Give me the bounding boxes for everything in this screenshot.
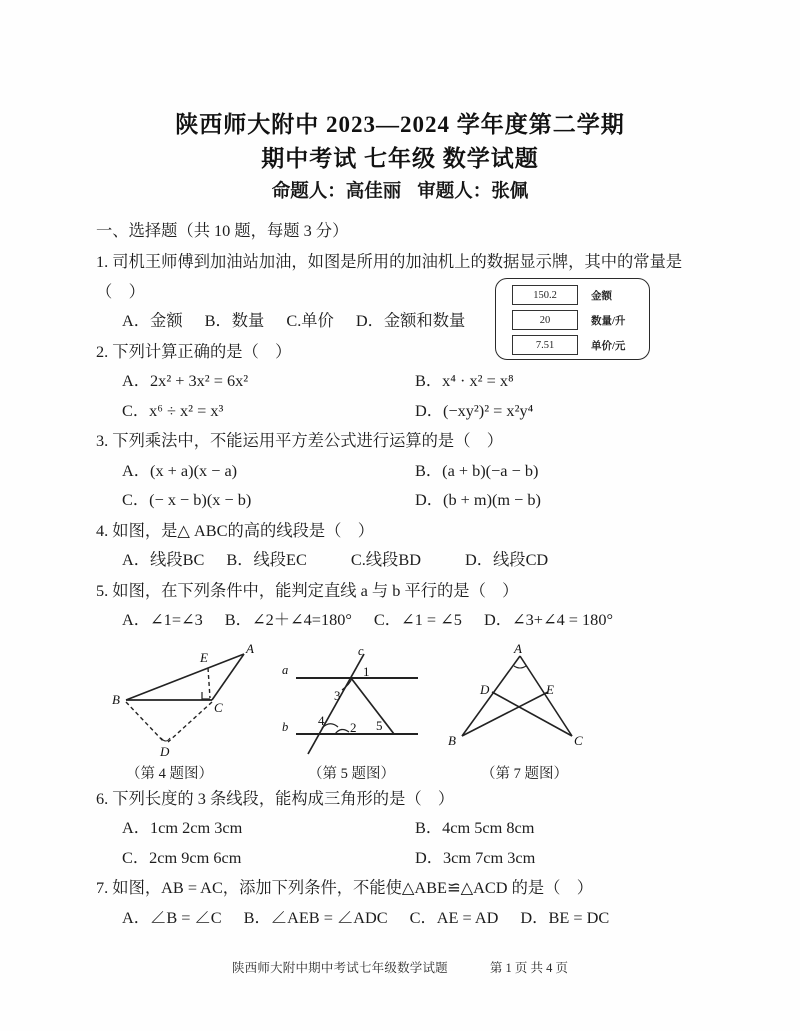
question-4-number: 4. <box>96 520 109 540</box>
question-7-text: 如图，AB = AC，添加下列条件，不能使△ABE≌△ACD 的是（ ） <box>112 878 593 897</box>
question-5-option-a[interactable]: A．∠1=∠3 <box>122 610 203 629</box>
pump-row-quantity <box>496 308 649 332</box>
question-3-stem <box>96 426 708 456</box>
question-7-options <box>96 903 708 933</box>
figure-5-label-angle-1: 1 <box>363 664 370 679</box>
figure-7-svg <box>444 642 604 760</box>
figure-5-label-angle-3: 3 <box>334 688 341 703</box>
question-1-text: 司机王师傅到加油站加油，如图是所用的加油机上的数据显示牌，其中的常量是（ ） <box>96 252 683 301</box>
question-4 <box>96 516 708 575</box>
pump-row-amount <box>496 283 649 307</box>
question-6-text: 下列长度的 3 条线段，能构成三角形的是（ ） <box>112 788 455 808</box>
question-7-number: 7. <box>96 878 109 897</box>
figure-5-label-angle-2: 2 <box>350 720 357 735</box>
question-5-option-d[interactable]: D．∠3+∠4 = 180° <box>483 610 613 629</box>
figure-4-label-A: A <box>246 642 254 656</box>
question-6-option-b[interactable]: B．4cm 5cm 8cm <box>415 818 535 837</box>
exam-title-line-2: 期中考试 七年级 数学试题 <box>261 146 539 171</box>
question-6-options-row-1 <box>96 813 708 843</box>
exam-authors <box>0 176 800 208</box>
question-7-option-d[interactable]: D．BE = DC <box>520 907 610 927</box>
question-7-option-b[interactable]: B．∠AEB = ∠ADC <box>243 907 388 927</box>
pump-label-unitprice: 单价/元 <box>591 340 626 352</box>
question-4-text: 如图，是△ ABC的高的线段是（ ） <box>112 520 375 540</box>
question-2-option-b[interactable]: B．x⁴ · x² = x⁸ <box>415 371 514 390</box>
question-7-option-a[interactable]: A．∠B = ∠C <box>122 907 222 927</box>
question-6-number: 6. <box>96 788 109 808</box>
figure-5-label-angle-4: 4 <box>318 713 325 728</box>
question-3-option-a[interactable]: A．(x + a)(x − a) <box>122 460 238 480</box>
question-5-number: 5. <box>96 580 109 600</box>
pump-value-unitprice: 7.51 <box>512 335 578 355</box>
question-3 <box>96 426 708 515</box>
figure-question-5 <box>278 642 433 760</box>
question-2-options-row-1 <box>96 366 708 396</box>
question-6-stem <box>96 784 708 814</box>
question-4-option-c[interactable]: C.线段BD <box>350 550 421 569</box>
figure-question-7 <box>444 642 604 760</box>
question-7-option-c[interactable]: C．AE = AD <box>409 907 499 927</box>
section-heading-choice: 一、选择题（共 10 题，每题 3 分） <box>96 221 349 240</box>
figure-5-svg <box>278 642 433 760</box>
question-4-stem <box>96 516 708 546</box>
figure-7-label-A: A <box>514 642 522 656</box>
question-2-option-c[interactable]: C．x⁶ ÷ x² = x³ <box>122 400 224 420</box>
document-header <box>0 0 800 208</box>
figure-5-label-a: a <box>282 663 289 677</box>
exam-title-line-1: 陕西师大附中 2023—2024 学年度第二学期 <box>175 112 625 137</box>
figure-5-label-c: c <box>358 644 364 658</box>
question-5-text: 如图，在下列条件中，能判定直线 a 与 b 平行的是（ ） <box>112 580 519 600</box>
page-footer <box>0 958 800 976</box>
question-5-option-b[interactable]: B．∠2＋∠4=180° <box>224 610 352 629</box>
figure-7-label-E: E <box>546 682 554 697</box>
figure-4-label-C: C <box>214 700 223 715</box>
question-3-number: 3. <box>96 431 109 450</box>
question-1-option-d[interactable]: D．金额和数量 <box>355 311 466 330</box>
author-label: 命题人：高佳丽 <box>271 182 402 202</box>
question-1-option-b[interactable]: B．数量 <box>204 311 265 330</box>
exam-body <box>0 208 800 932</box>
figure-4-svg <box>104 642 264 760</box>
question-1-number: 1. <box>96 252 109 271</box>
figure-caption-7: （第 7 题图） <box>481 766 568 782</box>
figure-4-label-B: B <box>112 692 120 707</box>
question-5-stem <box>96 576 708 606</box>
question-3-option-d[interactable]: D．(b + m)(m − b) <box>415 490 541 509</box>
question-2-number: 2. <box>96 341 109 361</box>
question-6-options-row-2 <box>96 843 708 873</box>
pump-value-quantity: 20 <box>512 310 578 330</box>
question-6-option-a[interactable]: A．1cm 2cm 3cm <box>122 818 243 837</box>
figure-7-label-C: C <box>574 733 583 748</box>
pump-row-unitprice <box>496 333 649 357</box>
question-2-option-a[interactable]: A．2x² + 3x² = 6x² <box>122 371 249 390</box>
figure-7-label-D: D <box>480 682 490 697</box>
question-1-option-a[interactable]: A．金额 <box>122 311 183 330</box>
question-3-options-row-2 <box>96 485 708 515</box>
question-7-stem <box>96 873 708 903</box>
footer-page-number: 第 1 页 共 4 页 <box>489 961 569 975</box>
question-5-option-c[interactable]: C．∠1 = ∠5 <box>373 610 462 629</box>
question-3-text: 下列乘法中，不能运用平方差公式进行运算的是（ ） <box>112 431 504 450</box>
question-5-options <box>96 605 708 635</box>
question-2-text: 下列计算正确的是（ ） <box>112 341 292 361</box>
question-3-option-c[interactable]: C．(− x − b)(x − b) <box>122 490 252 509</box>
question-7 <box>96 873 708 932</box>
question-4-option-b[interactable]: B．线段EC <box>226 550 307 569</box>
figure-4-label-D: D <box>160 744 170 759</box>
fuel-pump-display-figure <box>495 278 650 360</box>
question-2-option-d[interactable]: D．(−xy²)² = x²y⁴ <box>415 400 534 420</box>
figure-caption-4: （第 4 题图） <box>126 766 213 782</box>
figure-question-4 <box>104 642 264 760</box>
figure-caption-5: （第 5 题图） <box>308 766 395 782</box>
question-4-options <box>96 545 708 575</box>
question-6-option-c[interactable]: C．2cm 9cm 6cm <box>122 847 242 867</box>
question-5 <box>96 576 708 635</box>
pump-label-quantity: 数量/升 <box>591 315 626 327</box>
figure-4-label-E: E <box>200 650 208 665</box>
reviewer-label: 审题人：张佩 <box>417 182 529 202</box>
figure-7-label-B: B <box>448 733 456 748</box>
question-1-option-c[interactable]: C.单价 <box>286 311 334 330</box>
question-3-options-row-1 <box>96 456 708 486</box>
figure-5-label-angle-5: 5 <box>376 718 383 733</box>
question-3-option-b[interactable]: B．(a + b)(−a − b) <box>415 460 539 480</box>
question-2-options-row-2 <box>96 396 708 426</box>
question-6-option-d[interactable]: D．3cm 7cm 3cm <box>415 847 536 867</box>
question-4-option-a[interactable]: A．线段BC <box>122 550 205 569</box>
question-6 <box>96 784 708 873</box>
pump-value-amount: 150.2 <box>512 285 578 305</box>
pump-label-amount: 金额 <box>591 290 612 302</box>
figure-5-label-b: b <box>282 720 289 734</box>
question-4-option-d[interactable]: D．线段CD <box>464 550 549 569</box>
footer-title: 陕西师大附中期中考试七年级数学试题 <box>231 961 448 975</box>
